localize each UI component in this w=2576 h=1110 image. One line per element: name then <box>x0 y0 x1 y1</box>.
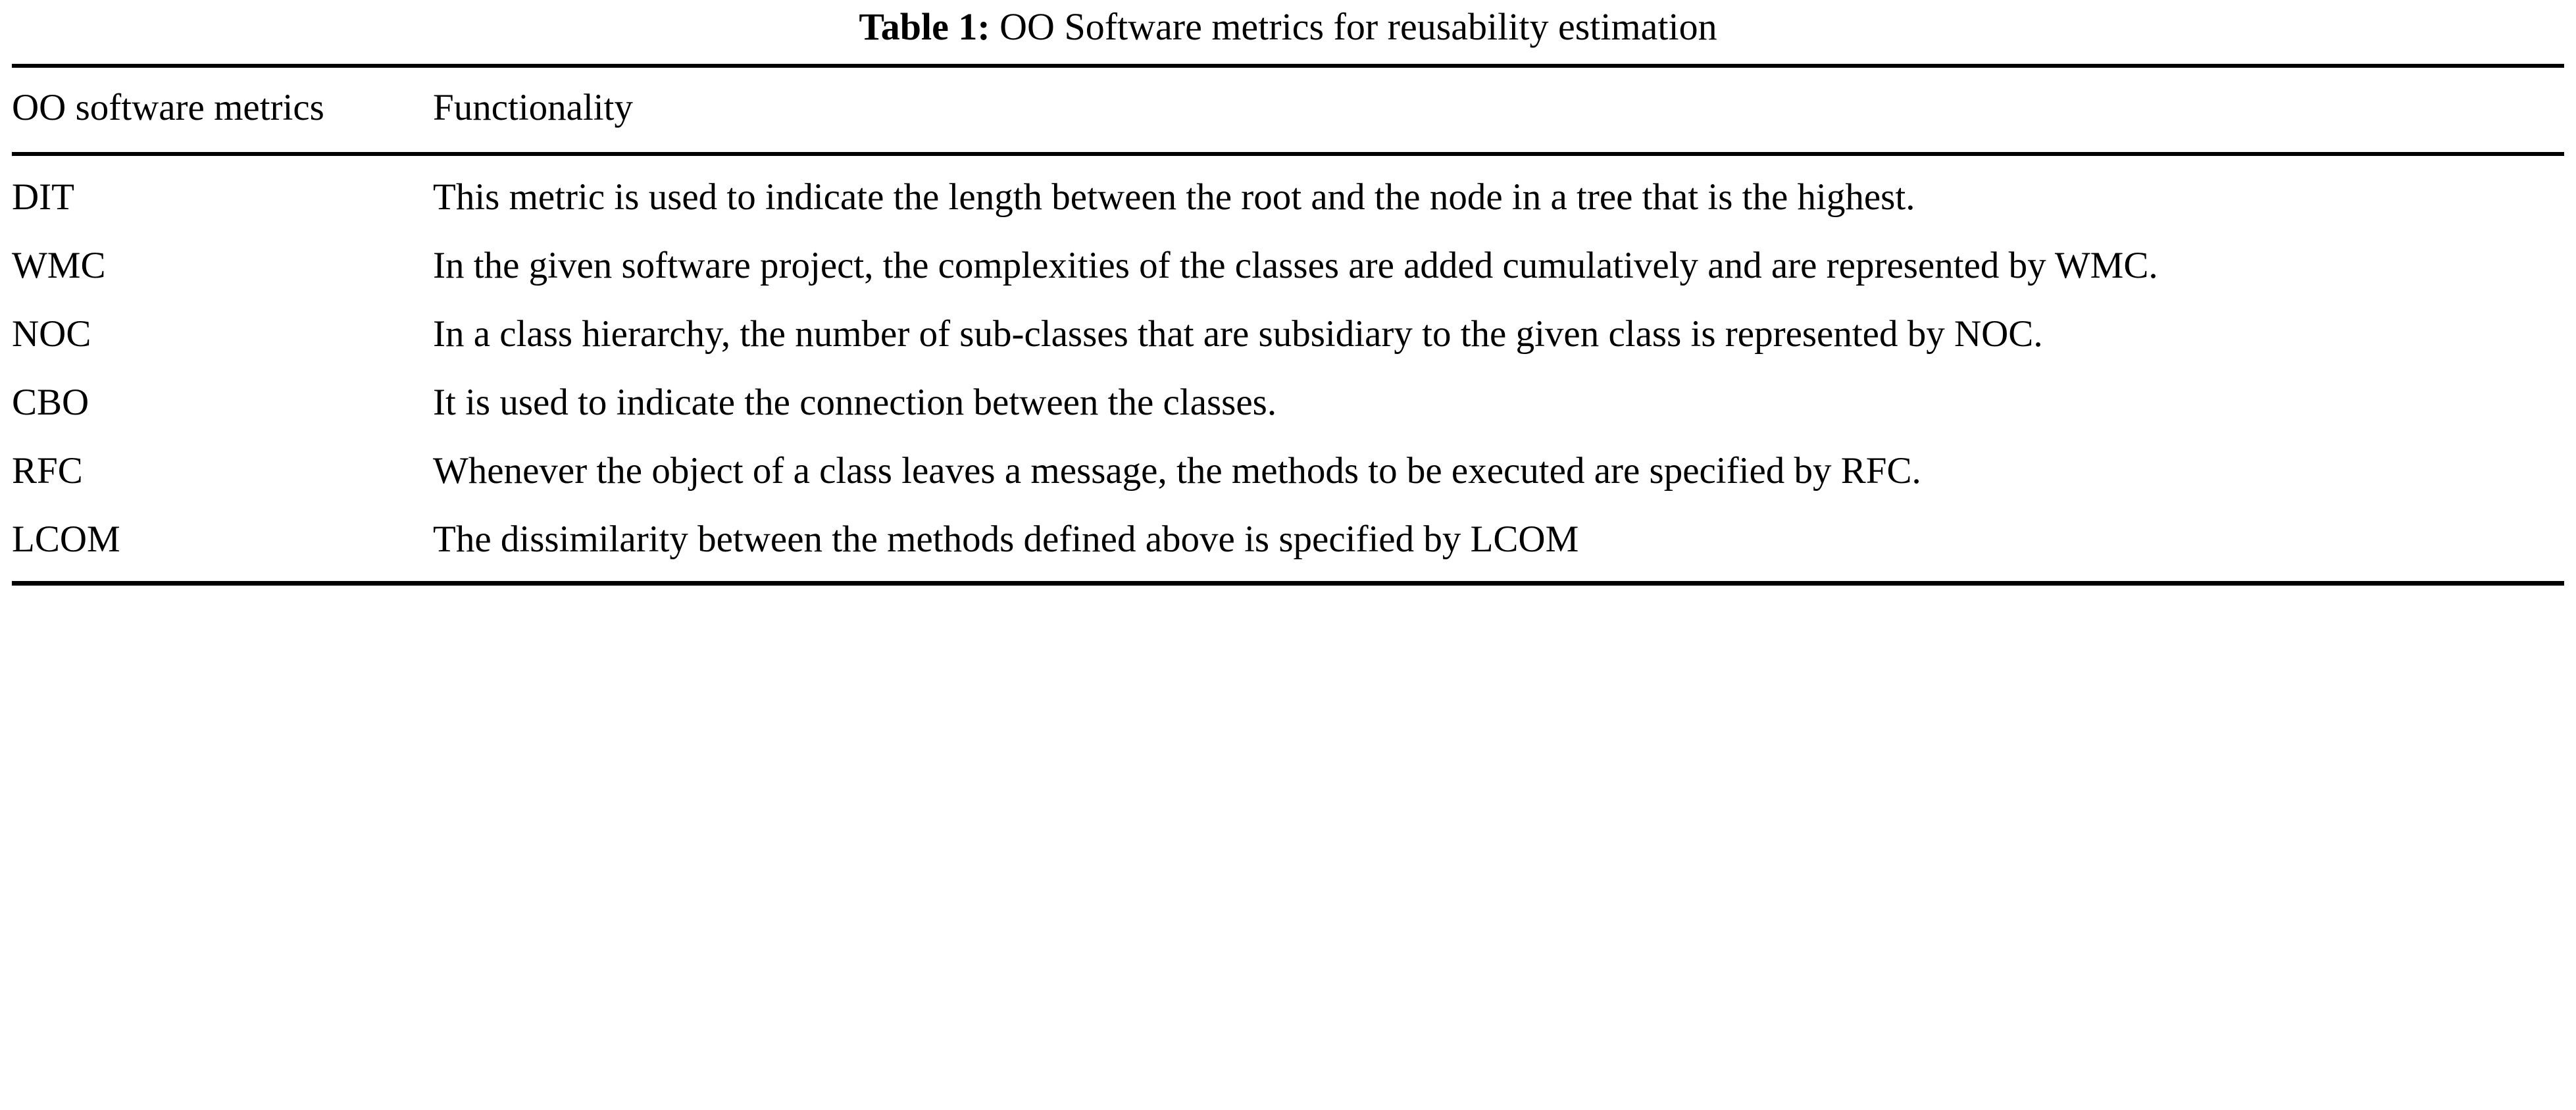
table-header-row <box>12 66 2564 154</box>
column-header-functionality: Functionality <box>433 86 633 128</box>
table-body <box>12 154 2564 584</box>
column-header-metric: OO software metrics <box>12 86 324 128</box>
table-row <box>12 231 2564 299</box>
table-row <box>12 368 2564 436</box>
cell-functionality: This metric is used to indicate the length between the root and the node in a tree that is the highest. <box>433 176 1915 218</box>
cell-metric: CBO <box>12 382 89 424</box>
table-header <box>12 66 2564 154</box>
cell-functionality: In the given software project, the complexities of the classes are added cumulatively and are represented by WMC. <box>433 244 2158 286</box>
cell-functionality: Whenever the object of a class leaves a message, the methods to be executed are specified by RFC. <box>433 450 1921 492</box>
metrics-table <box>12 64 2564 586</box>
cell-functionality: The dissimilarity between the methods defined above is specified by LCOM <box>433 518 1579 561</box>
cell-metric: RFC <box>12 450 83 492</box>
cell-metric: DIT <box>12 176 74 218</box>
cell-metric: NOC <box>12 313 91 355</box>
cell-functionality: It is used to indicate the connection between the classes. <box>433 382 1277 424</box>
cell-metric: LCOM <box>12 518 120 561</box>
cell-functionality: In a class hierarchy, the number of sub-classes that are subsidiary to the given class is represented by NOC. <box>433 313 2043 355</box>
cell-metric: WMC <box>12 244 106 286</box>
table-row <box>12 505 2564 584</box>
table-row <box>12 436 2564 505</box>
table-row <box>12 299 2564 368</box>
table-caption-label: Table 1: <box>859 5 990 48</box>
table-caption-text: OO Software metrics for reusability estimation <box>990 5 1717 48</box>
table-caption <box>12 0 2564 64</box>
table-row <box>12 154 2564 231</box>
